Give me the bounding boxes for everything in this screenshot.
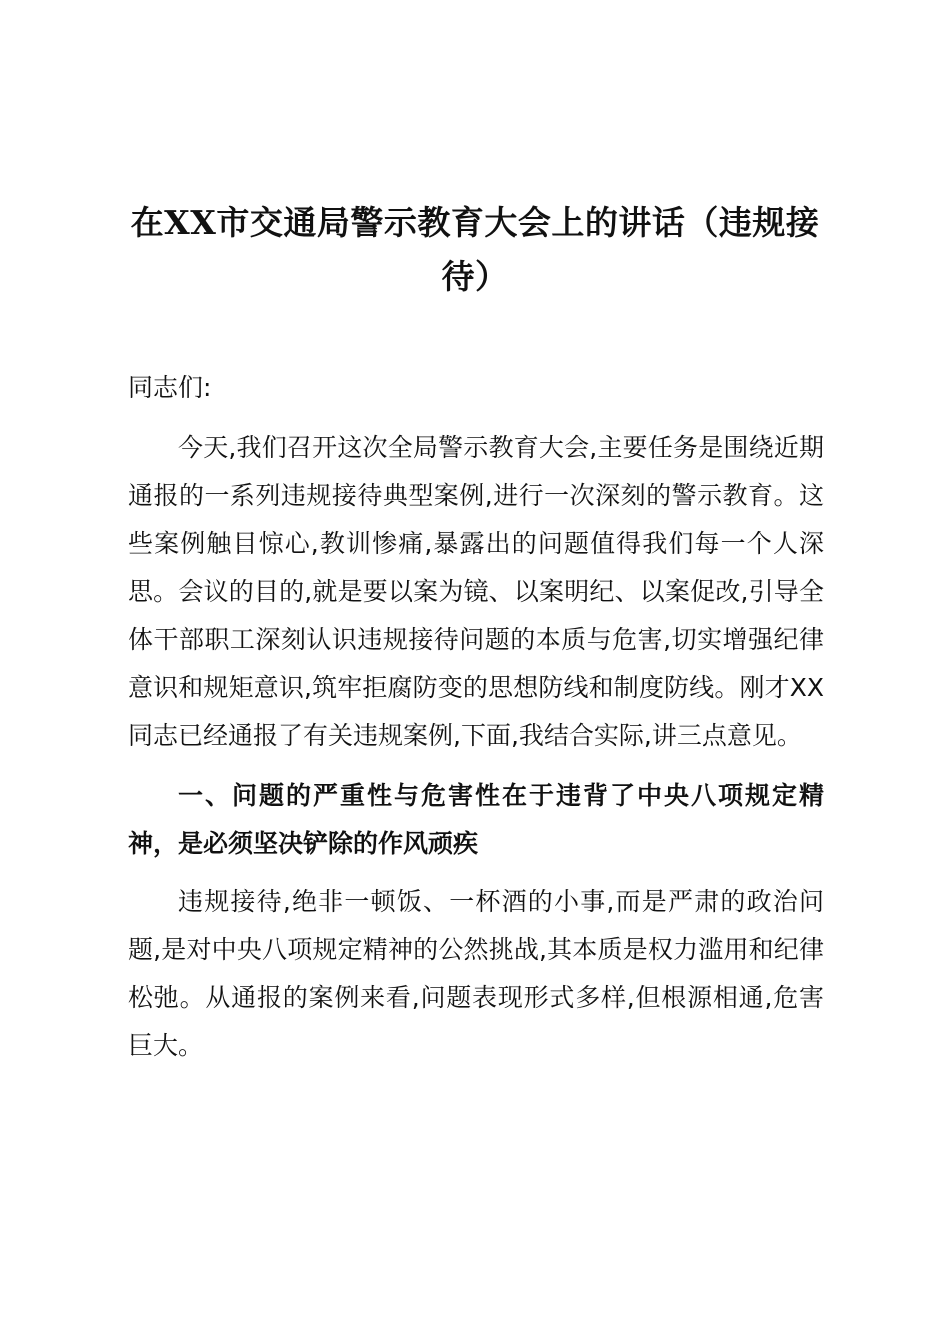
section-1-paragraph: 违规接待,绝非一顿饭、一杯酒的小事,而是严肃的政治问题,是对中央八项规定精神的公然挑战,其本质是权力滥用和纪律松弛。从通报的案例来看,问题表现形式多样,但根源相通,危害巨大。 <box>128 887 824 1060</box>
opening-paragraph: 今天,我们召开这次全局警示教育大会,主要任务是围绕近期通报的一系列违规接待典型案例,进行一次深刻的警示教育。这些案例触目惊心,教训惨痛,暴露出的问题值得我们每一个人深思。会议的目的,就是要以案为镜、以案明纪、以案促改,引导全体干部职工深刻认识违规接待问题的本质与危害,切实增强纪律意识和规矩意识,筑牢拒腐防变的思想防线和制度防线。刚才XX同志已经通报了有关违规案例,下面,我结合实际,讲三点意见。 <box>128 433 824 750</box>
document-title: 在XX市交通局警示教育大会上的讲话（违规接待） <box>130 203 820 296</box>
document-body <box>128 364 824 1070</box>
section-heading-1: 一、问题的严重性与危害性在于违背了中央八项规定精神，是必须坚决铲除的作风顽疾 <box>128 781 824 858</box>
greeting: 同志们: <box>128 373 212 402</box>
